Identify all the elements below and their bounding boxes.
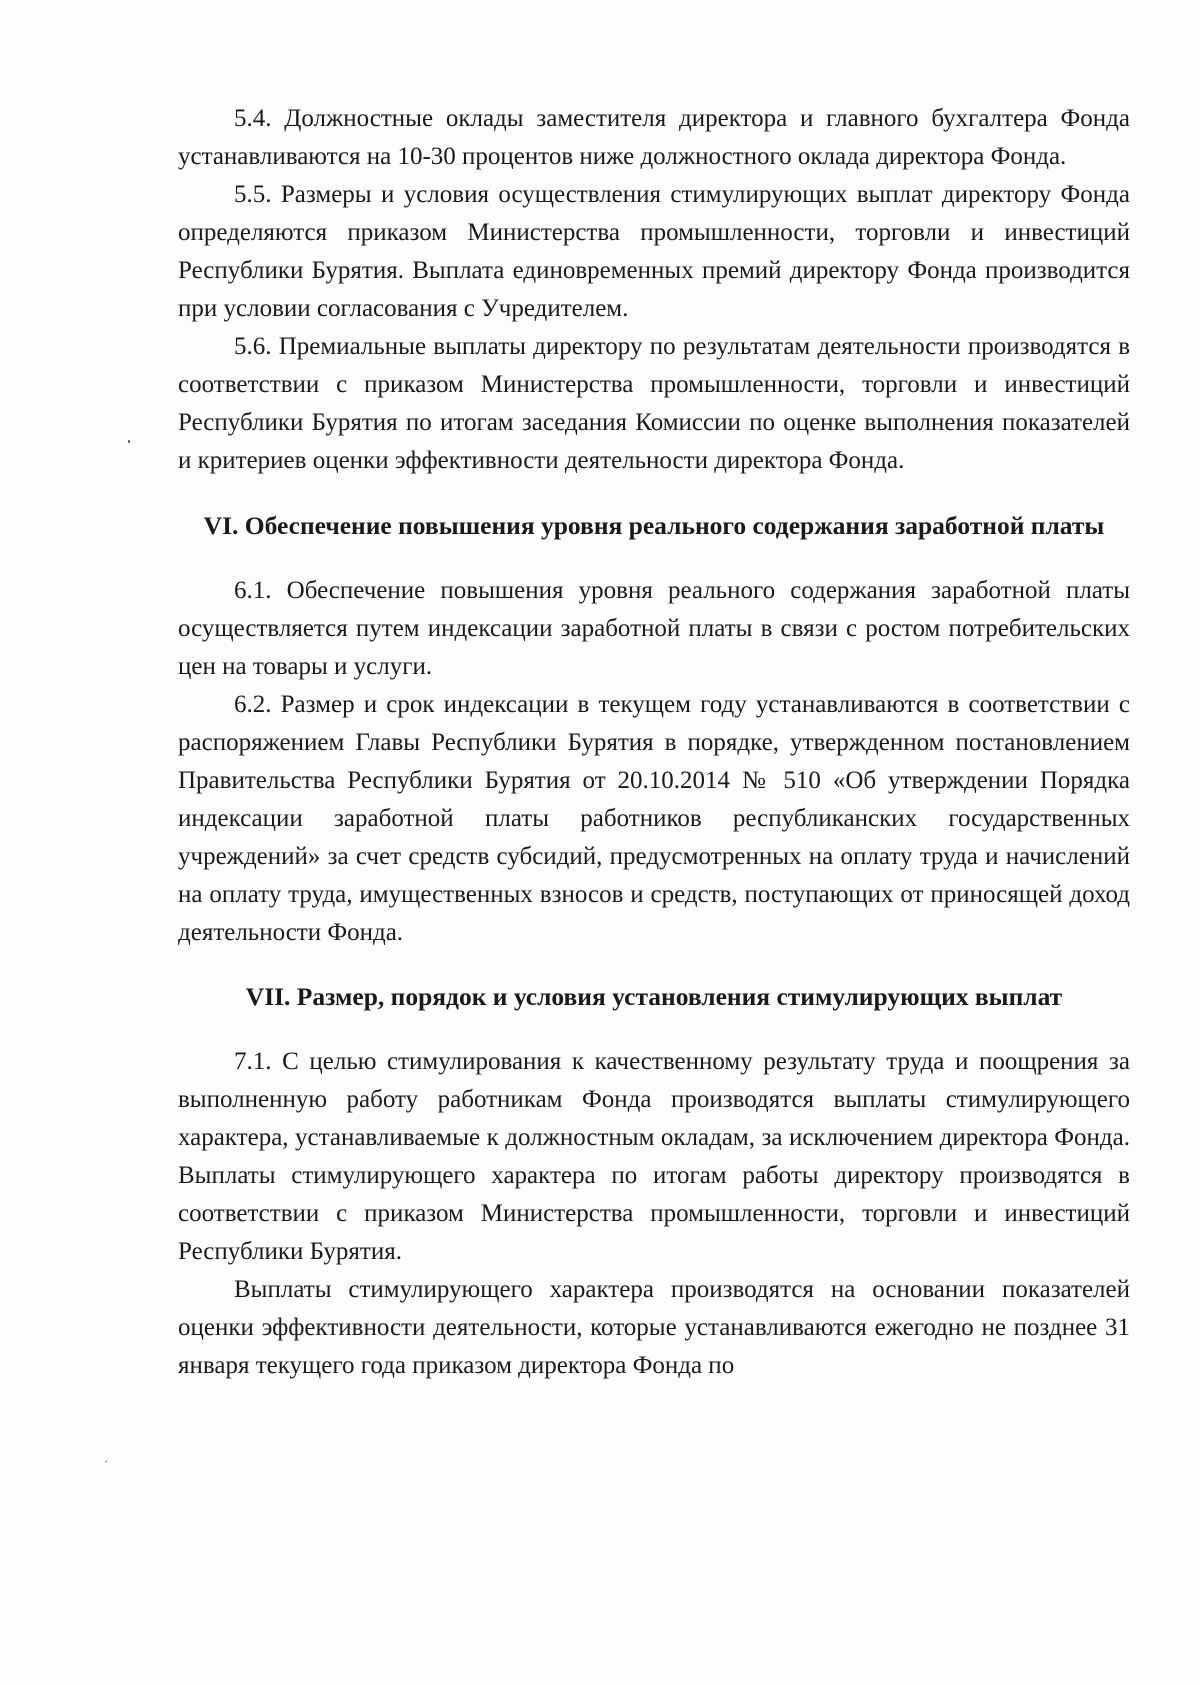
paragraph-5-4: 5.4. Должностные оклады заместителя директора и главного бухгалтера Фонда устанавливаются на 10-30 процентов ниже должностного оклада директора Фонда. xyxy=(178,105,1130,170)
paragraph-6-1: 6.1. Обеспечение повышения уровня реального содержания заработной платы осуществляется путем индексации заработной платы в связи с ростом потребительских цен на товары и услуги. xyxy=(178,577,1130,680)
section-7-heading: VII. Размер, порядок и условия установления стимулирующих выплат xyxy=(245,982,1063,1011)
paragraph-5-5: 5.5. Размеры и условия осуществления стимулирующих выплат директору Фонда определяются приказом Министерства промышленности, торговли и инвестиций Республики Бурятия. Выплата единовременных премий директору Фонда производится при условии согласования с Учредителем. xyxy=(178,181,1130,322)
document-body xyxy=(178,100,1130,1385)
paragraph-5-6: 5.6. Премиальные выплаты директору по результатам деятельности производятся в соответствии с приказом Министерства промышленности, торговли и инвестиций Республики Бурятия по итогам заседания Комиссии по оценке выполнения показателей и критериев оценки эффективности деятельности директора Фонда. xyxy=(178,333,1130,474)
scan-speck xyxy=(105,1460,107,1463)
paragraph-6-2: 6.2. Размер и срок индексации в текущем году устанавливаются в соответствии с распоряжением Главы Республики Бурятия в порядке, утвержденном постановлением Правительства Республики Бурятия от 20.10.2014 № 510 «Об утверждении Порядка индексации заработной платы работников республиканских государственных учреждений» за счет средств субсидий, предусмотренных на оплату труда и начислений на оплату труда, имущественных взносов и средств, поступающих от приносящей доход деятельности Фонда. xyxy=(178,691,1130,946)
section-6-heading: VI. Обеспечение повышения уровня реального содержания заработной платы xyxy=(203,511,1105,540)
scan-speck xyxy=(128,440,130,443)
paragraph-7-1: 7.1. С целью стимулирования к качественному результату труда и поощрения за выполненную работу работникам Фонда производятся выплаты стимулирующего характера, устанавливаемые к должностным окладам, за исключением директора Фонда. Выплаты стимулирующего характера по итогам работы директору производятся в соответствии с приказом Министерства промышленности, торговли и инвестиций Республики Бурятия. xyxy=(178,1048,1130,1265)
paragraph-7-2: Выплаты стимулирующего характера производятся на основании показателей оценки эффективности деятельности, которые устанавливаются ежегодно не позднее 31 января текущего года приказом директора Фонда по xyxy=(178,1276,1130,1379)
